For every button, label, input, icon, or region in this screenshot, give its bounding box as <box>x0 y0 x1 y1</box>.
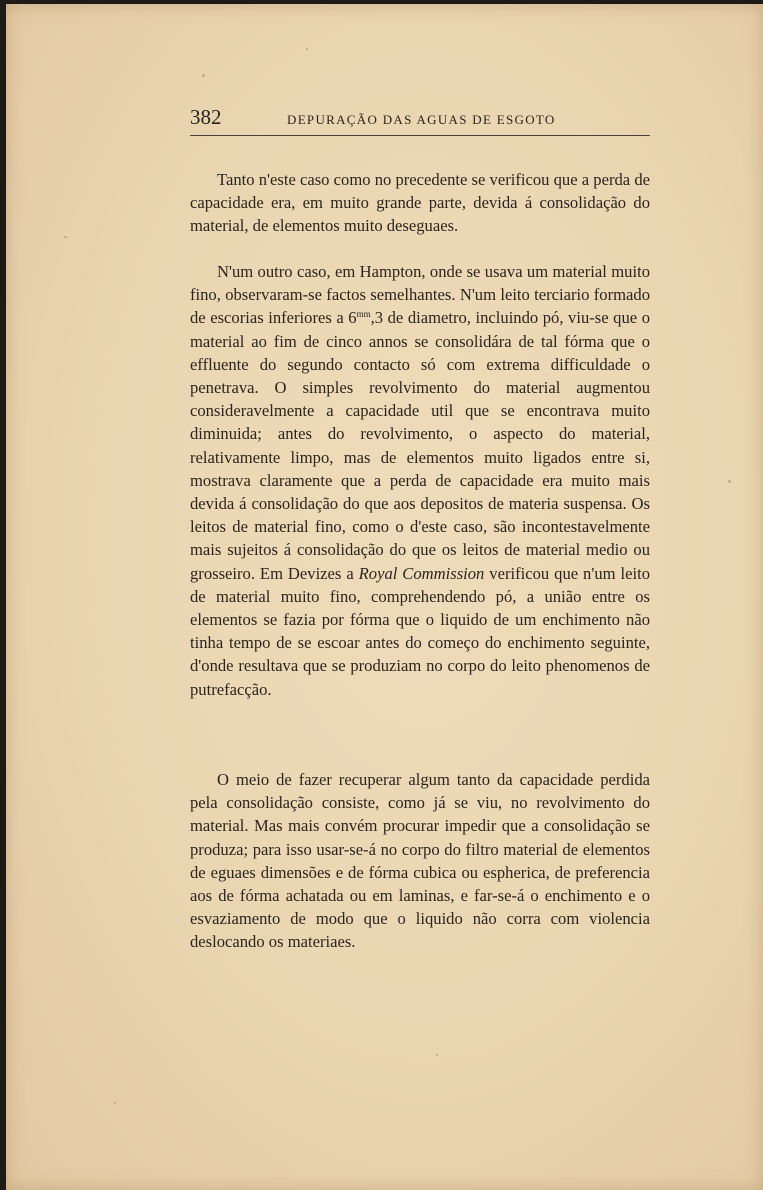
paper-speck <box>202 74 205 77</box>
paragraph-1 <box>190 168 650 238</box>
paper-speck <box>728 480 731 483</box>
royal-commission-italic: Royal Commission <box>358 563 485 583</box>
paragraph-2 <box>190 260 650 701</box>
running-title: DEPURAÇÃO DAS AGUAS DE ESGOTO <box>287 112 556 127</box>
paper-speck <box>436 1054 438 1056</box>
paper-speck <box>306 48 308 50</box>
paragraph-2-part-1: N'um outro caso, em Hampton, onde se usava um material muito fino, observaram-se factos semelhantes. N'um leito terciario formado de escorias inferiores a 6 <box>190 262 650 328</box>
paper-speck <box>114 1102 116 1104</box>
page-header <box>190 105 650 136</box>
paragraph-2-part-3: verificou que n'um leito de material muito fino, comprehendendo pó, a união entre os elementos se fazia por fórma que o liquido de um enchimento não tinha tempo de se escoar antes do começo do enchimento seguinte, d'onde resultava que se produziam no corpo do leito phenomenos de putrefacção. <box>190 563 650 699</box>
paragraph-3-text: O meio de fazer recuperar algum tanto da capacidade perdida pela consolidação consiste, como já se viu, no revolvimento do material. Mas mais convém procurar impedir que a consolidação se produza; para isso usar-se-á no corpo do filtro material de elementos de eguaes dimensões e de fórma cubica ou espherica, de preferencia aos de fórma achatada ou em laminas, e far-se-á o enchimento e o esvaziamento de modo que o liquido não corra com violencia deslocando os materiaes. <box>190 770 650 952</box>
paragraph-2-text <box>190 260 650 701</box>
page-number: 382 <box>190 105 222 129</box>
paragraph-2-part-2: ,3 de diametro, incluindo pó, viu-se que o material ao fim de cinco annos se consolidára de tal fórma que o effluente do segundo contacto só com extrema difficuldade o penetrava. O simples revolvimento do material augmentou consideravelmente a capacidade util que se encontrava muito diminuida; antes do revolvimento, o aspecto do material, relativamente limpo, mas de elementos muito ligados entre si, mostrava claramente que a perda de capacidade era muito mais devida á consolidação do que aos depositos de materia suspensa. Os leitos de material fino, como o d'este caso, são incontestavelmente mais sujeitos á consolidação do que os leitos de material medio ou grosseiro. Em Devizes a <box>190 308 650 583</box>
millimetre-superscript: mm <box>356 309 371 320</box>
paragraph-1-text: Tanto n'este caso como no precedente se verificou que a perda de capacidade era, em muito grande parte, devida á consolidação do material, de elementos muito deseguaes. <box>190 170 650 236</box>
paragraph-3 <box>190 768 650 954</box>
paper-speck <box>64 236 67 238</box>
